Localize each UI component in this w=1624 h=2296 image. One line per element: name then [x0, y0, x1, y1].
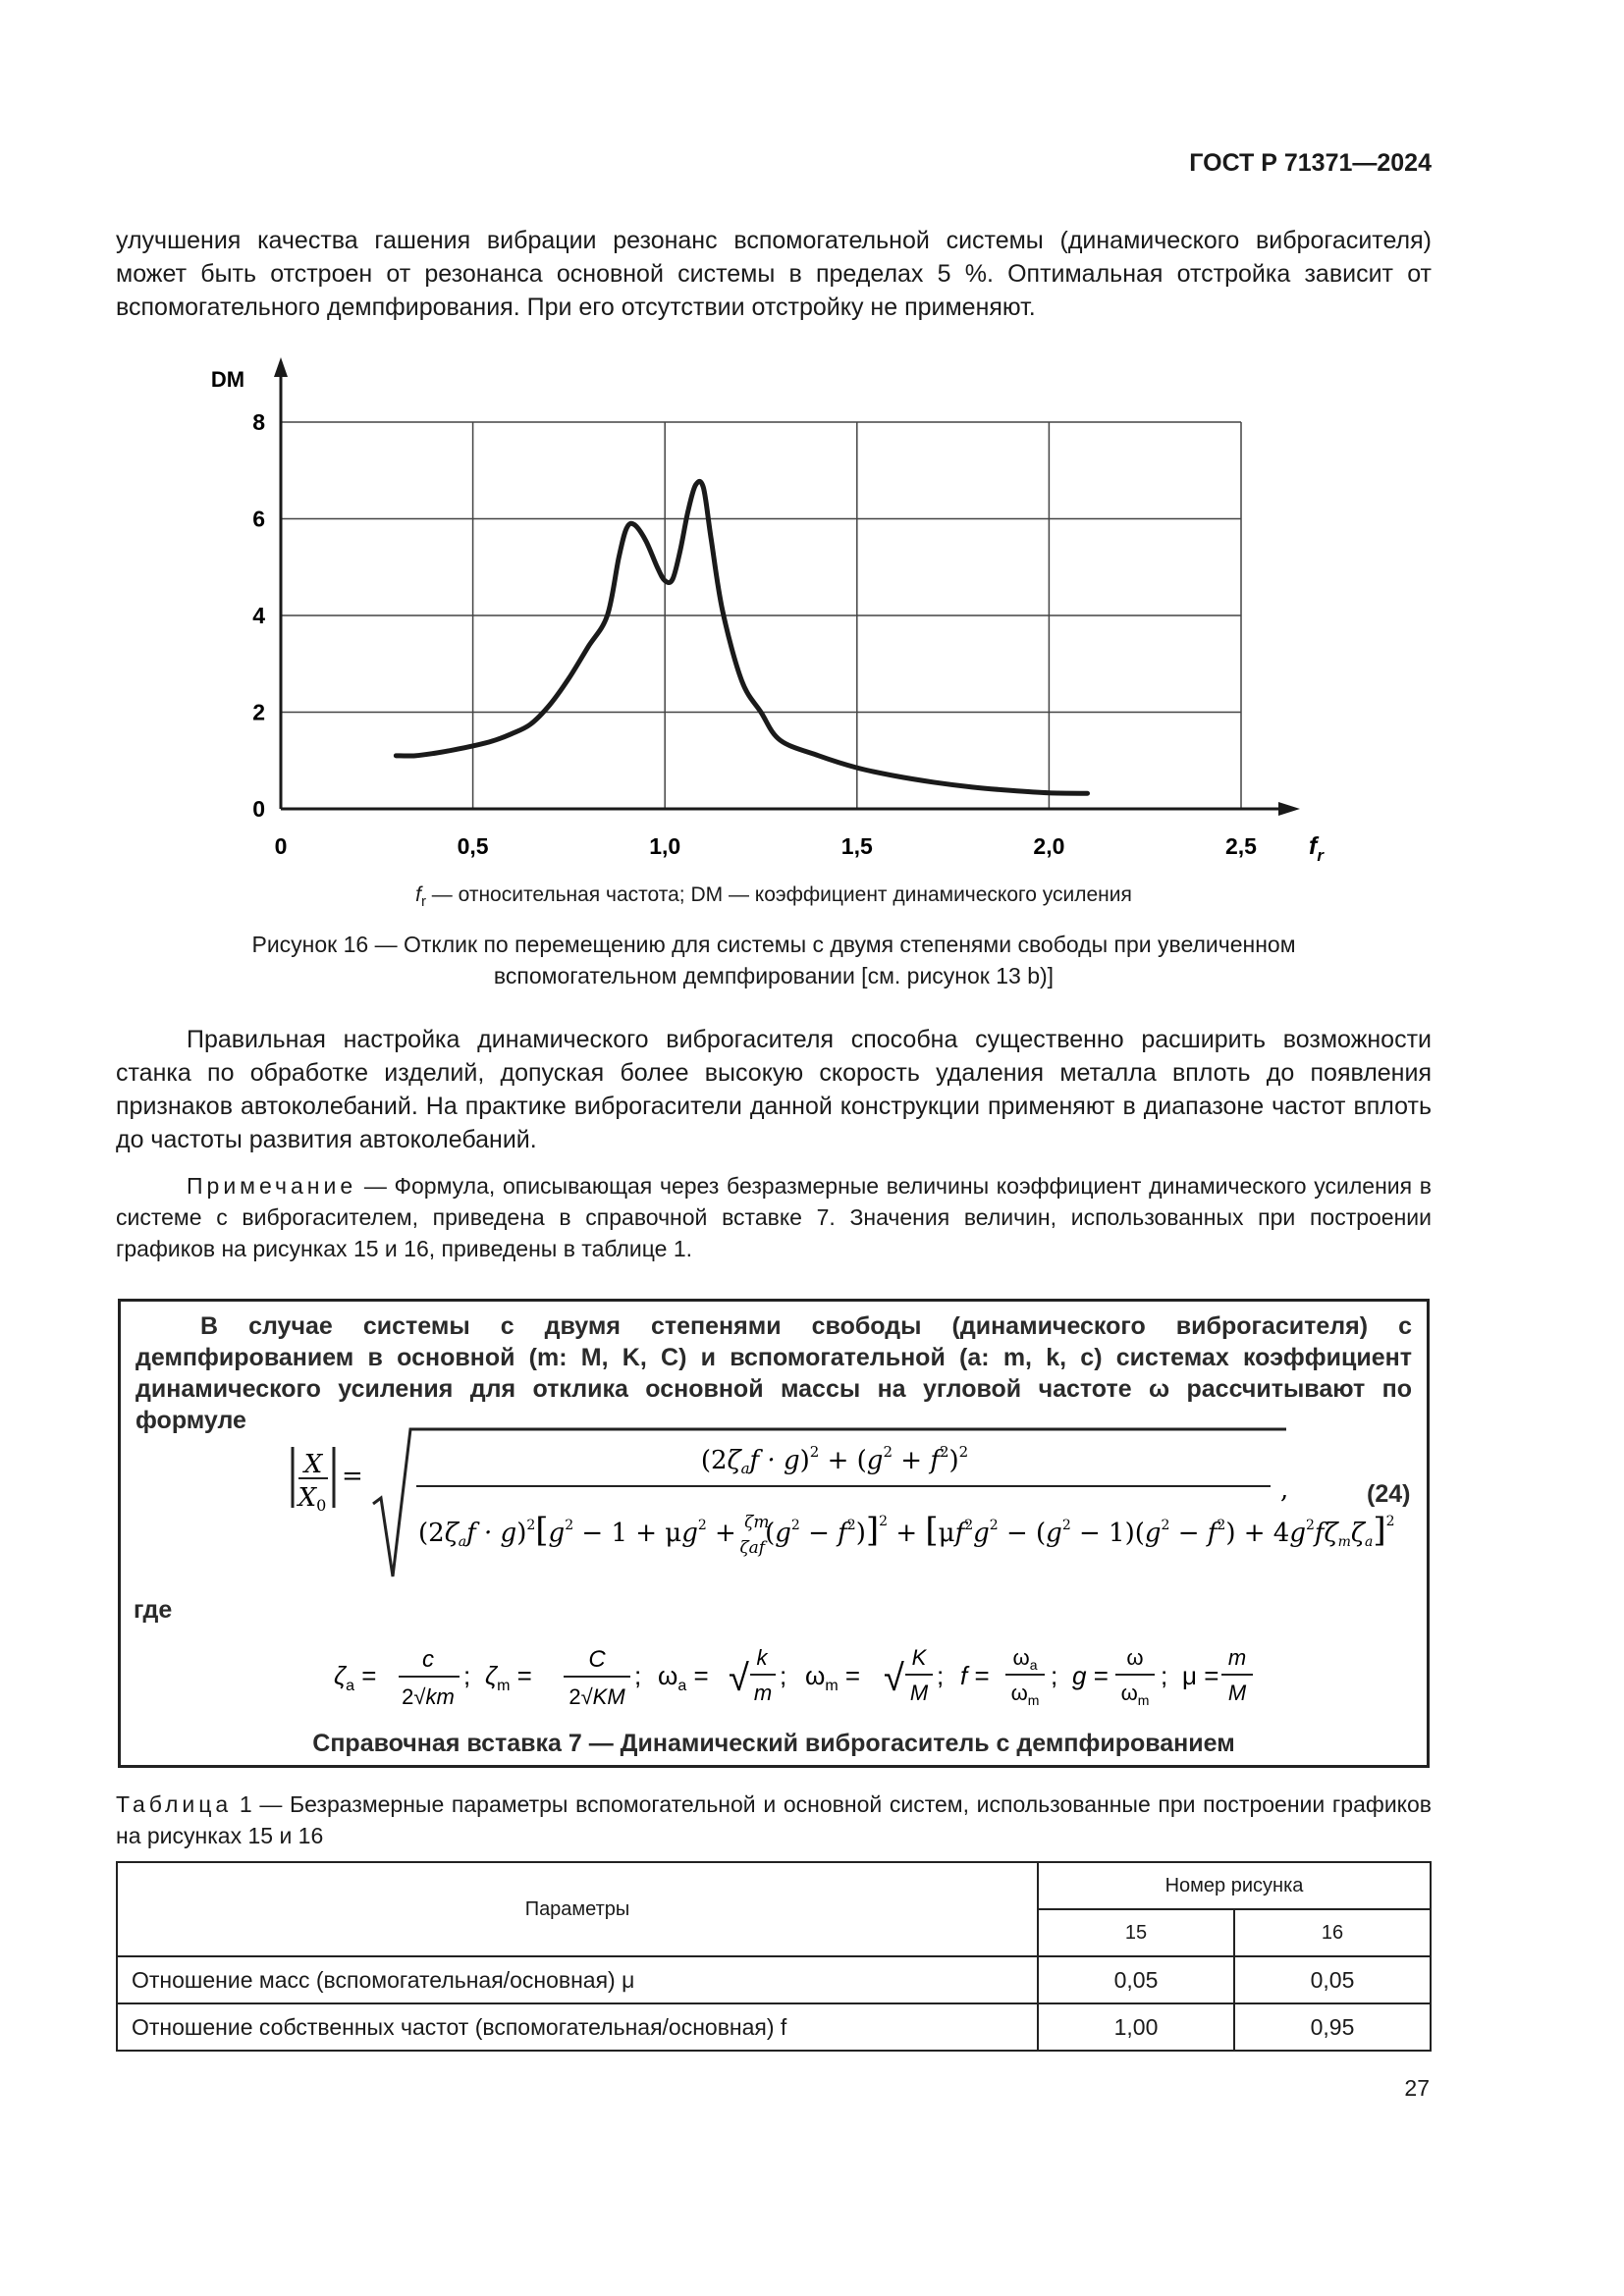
svg-text:C: C: [588, 1646, 606, 1673]
x-tick-label: 1,0: [649, 833, 681, 859]
inset-caption: Справочная вставка 7 — Динамический виброгаситель с демпфированием: [312, 1730, 1235, 1757]
note-paragraph: Примечание — Формула, описывающая через безразмерные величины коэффициент динамического усиления в системе с виброгасителем, приведена в справочной вставке 7. Значения величин, использованных при построении графиков на рисунках 15 и 16, приведены в таблице 1.: [116, 1173, 1432, 1261]
row-value-15: 1,00: [1038, 2003, 1234, 2051]
svg-text:√: √: [884, 1658, 904, 1699]
where-label: где: [134, 1596, 173, 1624]
x-tick-label: 2,0: [1033, 833, 1065, 859]
svg-text:(2ζaf · g)2 + (g2 + f2)2: $(2\zeta af \cdot g)^2 + (g^2 + f^2)^2$: [700, 1443, 969, 1477]
figure-caption: Рисунок 16 — Отклик по перемещению для системы с двумя степенями свободы при увеличенном вспомогательном демпфировании [см. рисунок 13 b)]: [251, 932, 1296, 988]
svg-text:;: ;: [1161, 1661, 1168, 1690]
svg-text:ωm =: $\omega_m$ =: [805, 1661, 861, 1694]
svg-text:M: M: [909, 1681, 929, 1705]
col-group-header: Номер рисунка: [1038, 1862, 1431, 1909]
x-tick-label: 2,5: [1225, 833, 1257, 859]
svg-text:m: m: [1227, 1645, 1247, 1670]
equation-number: (24): [1367, 1480, 1411, 1508]
table-row: [117, 2003, 1431, 2051]
col-16-header: 16: [1234, 1909, 1431, 1956]
svg-text:ζm =: $\zeta_m$ =: [485, 1661, 532, 1694]
row-value-15: 0,05: [1038, 1956, 1234, 2003]
row-value-16: 0,05: [1234, 1956, 1431, 2003]
svg-text:=: =: [342, 1462, 363, 1491]
svg-text:M: M: [1227, 1681, 1247, 1705]
svg-text:K: K: [911, 1645, 927, 1670]
svg-text:ωm: $\omega_m$: [1120, 1681, 1150, 1708]
y-tick-label: 0: [252, 796, 265, 822]
svg-text:ωm: $\omega_m$: [1010, 1681, 1040, 1708]
svg-text:2√KM: 2√KM: [568, 1684, 625, 1709]
chart-axes: [274, 357, 1300, 816]
y-axis-label: DM: [210, 367, 245, 392]
x-axis-label: $f_r$: [1309, 832, 1324, 865]
svg-text:(2ζaf · g)2[g2 − 1 + μg2 + ζmζ: $(2\zeta af \cdot g)^2[g^2 - 1 + \mu g^2 + ^{\zeta m}$ $\zeta af(g^2 - f^2)]^2 + [\mu f^2g^2 - (g^2 - 1)(g^2 - f^2) + 4g^2f\zeta m\zeta a]^2$: [418, 1511, 1395, 1558]
svg-text:;: ;: [780, 1661, 787, 1690]
row-value-16: 0,95: [1234, 2003, 1431, 2051]
svg-text:g =: g =: [1072, 1661, 1109, 1690]
y-axis-arrow: [274, 357, 288, 377]
y-tick-label: 8: [252, 409, 265, 435]
svg-text:;: ;: [1051, 1661, 1058, 1690]
svg-text:f =: f =: [960, 1661, 990, 1690]
paragraph-2: Правильная настройка динамического виброгасителя способна существенно расширить возможности станка по обработке изделий, допуская более высокую скорость удаления металла вплоть до появления признаков автоколебаний. На практике виброгасители данной конструкции применяют в диапазоне частот вплоть до частоты развития автоколебаний.: [116, 1026, 1432, 1153]
svg-text:ωa: $\omega_a$: [1012, 1645, 1038, 1673]
chart-grid: [281, 422, 1241, 809]
svg-text:,: ,: [1280, 1475, 1289, 1505]
y-tick-label: 2: [252, 699, 265, 725]
svg-text:ζa =: $\zeta_a$ =: [334, 1661, 377, 1694]
x-tick-label: 1,5: [840, 833, 873, 859]
row-param-name: Отношение собственных частот (вспомогательная/основная) f: [117, 2003, 1038, 2051]
parameters-table: [116, 1861, 1432, 2052]
col-params-header: Параметры: [117, 1862, 1038, 1956]
col-15-header: 15: [1038, 1909, 1234, 1956]
svg-text:;: ;: [634, 1661, 642, 1690]
table-row: [117, 1956, 1431, 2003]
document-header: ГОСТ Р 71371—2024: [1189, 149, 1432, 177]
svg-text:X0: X0: [298, 1483, 327, 1515]
inset-intro: В случае системы с двумя степенями свободы (динамического виброгасителя) с демпфированием в основной (m: M, K, C) и вспомогательной (a: m, k, c) системах коэффициент динамического усиления для отклика основной массы на угловой частоте ω рассчитывают по формуле: [135, 1312, 1412, 1434]
svg-text:;: ;: [463, 1661, 471, 1690]
x-tick-label: 0: [274, 833, 288, 859]
figure-legend: $f_r$ — относительная частота; DM — коэффициент динамического усиления: [415, 883, 1132, 911]
svg-text:k: k: [756, 1645, 768, 1670]
series-line-dm: [396, 481, 1087, 793]
svg-text:ω: ω: [1126, 1645, 1144, 1670]
svg-text:2√km: 2√km: [402, 1684, 455, 1709]
svg-text:μ =: μ =: [1182, 1661, 1219, 1690]
table-title: Таблица 1 — Безразмерные параметры вспомогательной и основной систем, использованные при построении графиков на рисунках 15 и 16: [116, 1791, 1432, 1848]
svg-text:c: c: [422, 1646, 434, 1673]
svg-text:m: m: [753, 1681, 773, 1705]
chart-ticks: [252, 409, 1257, 859]
svg-text:X: X: [303, 1450, 323, 1479]
formula-definitions: [324, 1633, 1267, 1722]
svg-text:√: √: [729, 1658, 749, 1699]
svg-text:ωa =: $\omega_a$ =: [658, 1661, 709, 1694]
svg-text:;: ;: [937, 1661, 945, 1690]
x-axis-arrow: [1278, 802, 1300, 816]
y-tick-label: 6: [252, 506, 265, 532]
y-tick-label: 4: [252, 603, 265, 628]
formula-24: [285, 1421, 1395, 1578]
intro-paragraph: улучшения качества гашения вибрации резонанс вспомогательной системы (динамического виброгасителя) может быть отстроен от резонанса основной системы в пределах 5 %. Оптимальная отстройка зависит от вспомогательного демпфирования. При его отсутствии отстройку не применяют.: [116, 227, 1432, 321]
dm-chart: [0, 0, 1624, 883]
x-tick-label: 0,5: [457, 833, 489, 859]
page-number: 27: [1404, 2075, 1430, 2101]
row-param-name: Отношение масс (вспомогательная/основная) μ: [117, 1956, 1038, 2003]
